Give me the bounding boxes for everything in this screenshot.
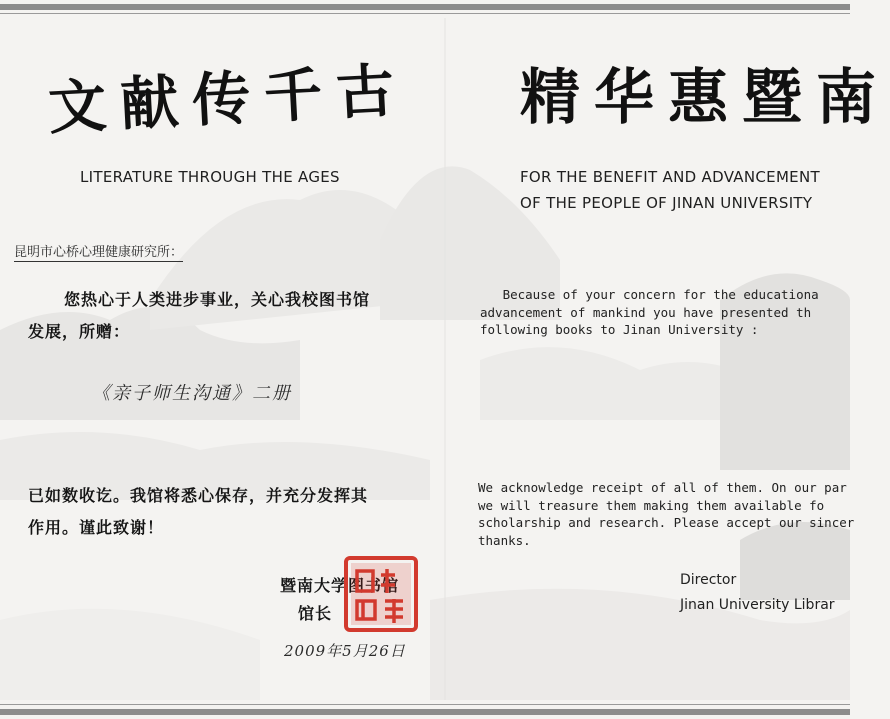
chinese-paragraph-1-line-1: 您热心于人类进步事业，关心我校图书馆: [64, 290, 371, 309]
chinese-paragraph-1-line-2: 发展，所赠：: [28, 322, 131, 341]
date-signed: 2009年5月26日: [284, 642, 406, 660]
chinese-paragraph-2-line-2: 作用。谨此致谢！: [28, 518, 165, 537]
library-label: Jinan University Librar: [680, 597, 835, 613]
left-calligraphy-title: 文献传千古: [46, 55, 410, 143]
right-calligraphy-title: 精华惠暨南: [520, 63, 890, 133]
director-label: Director: [680, 572, 737, 588]
english-paragraph-2-line-3: scholarship and research. Please accept our sincer: [478, 515, 855, 530]
right-heading-line-1: FOR THE BENEFIT AND ADVANCEMENT: [520, 168, 820, 186]
english-paragraph-2-line-1: We acknowledge receipt of all of them. On our par: [478, 480, 847, 495]
chinese-paragraph-2-line-1: 已如数收讫。我馆将悉心保存，并充分发挥其: [28, 486, 369, 505]
english-paragraph-2-line-2: we will treasure them making them available fo: [478, 497, 825, 513]
library-seal-stamp-icon: [343, 555, 419, 633]
book-title: 《亲子师生沟通》二册: [92, 383, 292, 404]
right-heading-line-2: OF THE PEOPLE OF JINAN UNIVERSITY: [520, 194, 813, 212]
library-signature-name: 暨南大学图书馆: [280, 576, 400, 595]
recipient-name: 昆明市心桥心理健康研究所：: [14, 241, 183, 262]
english-paragraph-1-line-1: Because of your concern for the educationa: [480, 287, 819, 302]
curator-title: 馆长: [298, 604, 333, 623]
english-paragraph-1: [480, 286, 850, 339]
english-paragraph-2: [478, 479, 855, 549]
english-paragraph-1-line-2: advancement of mankind you have presented th: [480, 304, 812, 320]
chinese-paragraph-1: [28, 284, 414, 348]
english-paragraph-1-line-3: following books to Jinan University :: [480, 322, 759, 337]
left-heading: LITERATURE THROUGH THE AGES: [80, 168, 340, 186]
chinese-paragraph-2: [28, 480, 418, 544]
english-paragraph-2-line-4: thanks.: [478, 532, 531, 548]
